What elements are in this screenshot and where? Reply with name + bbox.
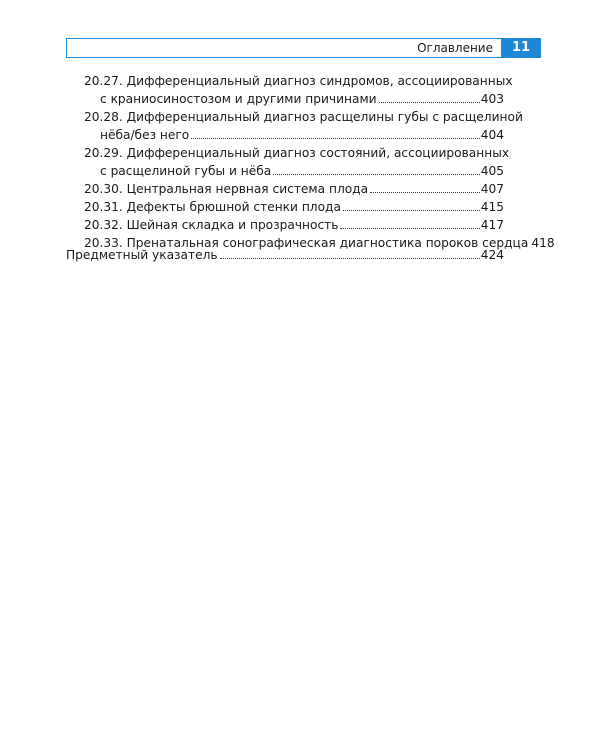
toc-entry-lastline [100,90,504,108]
toc-entry-title: Предметный указатель [66,248,218,262]
toc-entry-lastline [66,246,504,264]
toc-leader-dots [370,192,480,193]
toc-leader-dots [340,228,479,229]
toc-leader-dots [343,210,480,211]
toc-entry-title: 20.31. Дефекты брюшной стенки плода [84,200,341,214]
toc-entry-title: с расщелиной губы и нёба [100,164,272,178]
toc-entry-lastline [84,180,504,198]
toc-leader-dots [220,258,480,259]
toc-entry-page: 403 [480,92,504,106]
toc-leader-dots [191,138,479,139]
toc-entry-page: 418 [531,236,555,250]
toc-entry-lastline [84,216,504,234]
toc-entry-page: 415 [480,200,504,214]
toc-entry-title: 20.30. Центральная нервная система плода [84,182,369,196]
toc-entry-page: 424 [480,248,504,262]
toc-entry-page: 417 [480,218,504,232]
toc-entry-line: 20.28. Дифференциальный диагноз расщелины губы с расщелиной [84,110,523,124]
toc-entry-page: 405 [480,164,504,178]
header-title: Оглавление [417,41,493,55]
running-header [66,38,501,58]
toc-entry-lastline [84,198,504,216]
toc-leader-dots [273,174,479,175]
toc-entry-page: 407 [480,182,504,196]
toc-entry-title: 20.32. Шейная складка и прозрачность [84,218,339,232]
toc-entry-title: нёба/без него [100,128,190,142]
toc-leader-dots [379,102,480,103]
toc-entry-page: 404 [480,128,504,142]
toc-entry-lastline [100,162,504,180]
toc-entry-line: 20.27. Дифференциальный диагноз синдромов, ассоциированных [84,74,513,88]
toc-entry-title: с краниосиностозом и другими причинами [100,92,377,106]
header-page-number: 11 [501,38,541,58]
toc-entry-line: 20.29. Дифференциальный диагноз состояний, ассоциированных [84,146,510,160]
toc-entry-title: 20.33. Пренатальная сонографическая диагностика пороков сердца [84,236,529,250]
toc-entry-lastline [100,126,504,144]
